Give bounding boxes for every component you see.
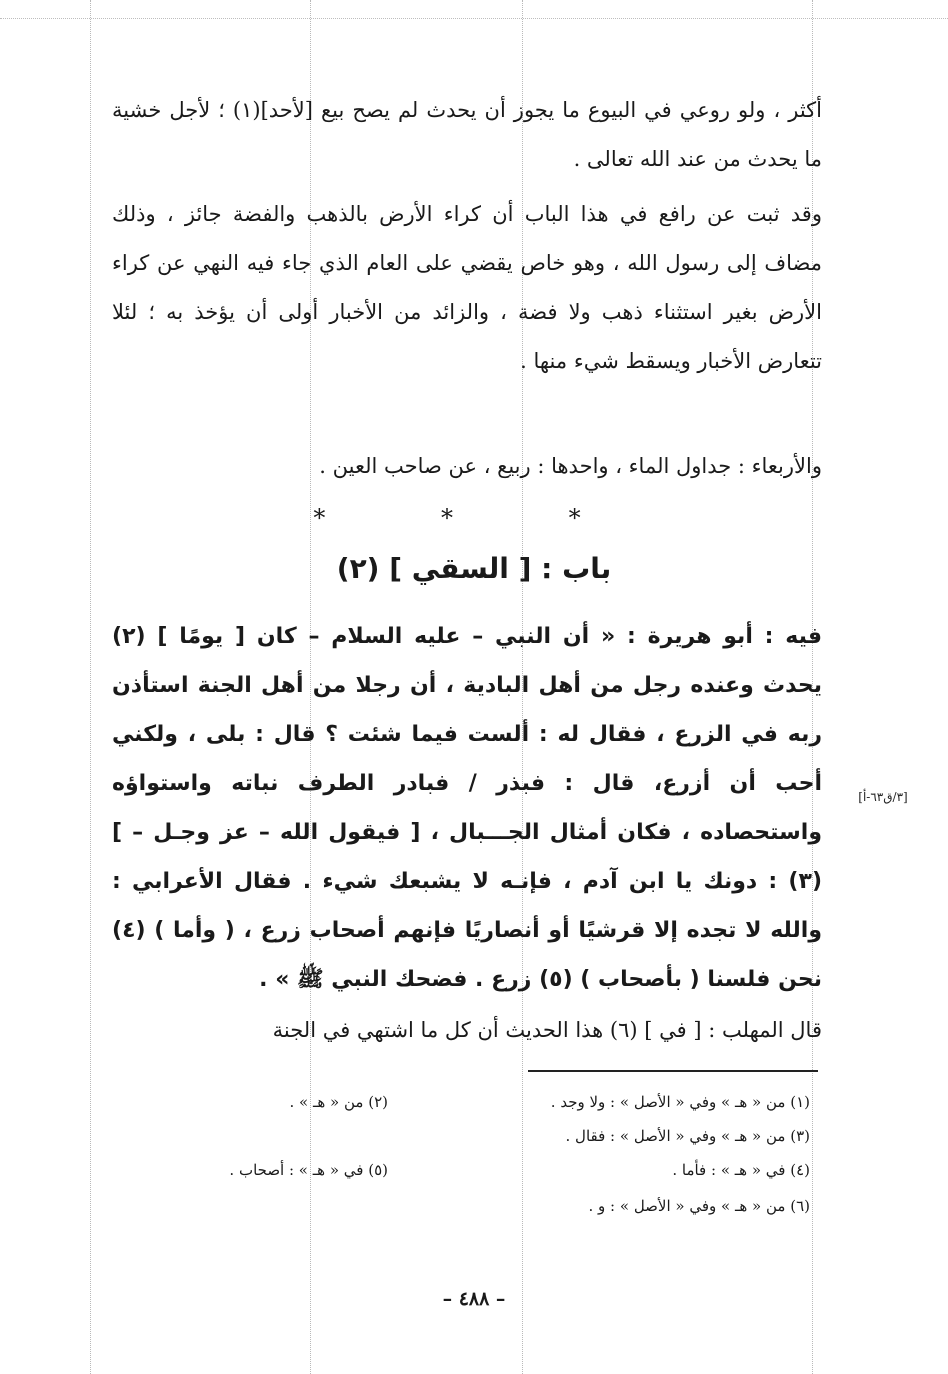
paragraph-3: والأربعاء : جداول الماء ، واحدها : ربيع ، عن صاحب العين . — [319, 454, 822, 478]
footnote-6: (٦) من « هـ » وفي « الأصل » : و . — [588, 1197, 810, 1215]
hadith-text: فيه : أبو هريرة : « أن النبي – عليه السلام – كان [ يومًا ] (٢) يحدث وعنده رجل من أهل البادية ، أن رجلا من أهل الجنة استأذن ربه في الزرع ، فقال له : ألست فيما شئت ؟ قال : بلى ، ولكني أحب أن أزرع، قال : فبذر / فبادر الطرف نباته واستواؤه واستحصاده ، فكان أمثال الجـــبال ، [ فيقول الله – عز وجـل – ] (٣) : دونك يا ابن آدم ، فإنـه لا يشبعك شيء . فقال الأعرابي : والله لا تجده إلا قرشيًا أو أنصاريًا فإنهم أصحاب زرع ، ( وأما ) (٤) نحن فلسنا ( بأصحاب ) (٥) زرع . فضحك النبي ﷺ » . — [112, 624, 822, 992]
scan-guide-line — [90, 0, 91, 1374]
footnote-1: (١) من « هـ » وفي « الأصل » : ولا وجد . — [550, 1093, 810, 1111]
paragraph-4: قال المهلب : [ في ] (٦) هذا الحديث أن كل ما اشتهي في الجنة — [272, 1018, 822, 1042]
footnote-4: (٤) في « هـ » : فأما . — [672, 1161, 810, 1179]
footnote-2: (٢) من « هـ » . — [289, 1093, 388, 1111]
footnote-5: (٥) في « هـ » : أصحاب . — [229, 1161, 388, 1179]
footnote-separator — [528, 1070, 818, 1072]
footnote-3: (٣) من « هـ » وفي « الأصل » : فقال . — [565, 1127, 810, 1145]
paragraph-2: وقد ثبت عن رافع في هذا الباب أن كراء الأرض بالذهب والفضة جائز ، وذلك مضاف إلى رسول الله ، وهو خاص يقضي على العام الذي جاء فيه النهي عن كراء الأرض بغير استثناء ذهب ولا فضة ، والزائد من الأخبار أولى أن يؤخذ به ؛ لئلا تتعارض الأخبار ويسقط شيء منها . — [112, 202, 822, 373]
manuscript-folio-note: [٣/ق٦٣-أ] — [858, 790, 908, 804]
section-divider-stars: * * * — [313, 504, 635, 532]
chapter-heading: باب : [ السقي ] (٢) — [336, 552, 612, 585]
paragraph-1: أكثر ، ولو روعي في البيوع ما يجوز أن يحدث لم يصح بيع [لأحد](١) ؛ لأجل خشية ما يحدث من عند الله تعالى . — [112, 98, 823, 171]
page-number: – ٤٨٨ – — [442, 1288, 506, 1310]
scan-guide-line — [0, 18, 948, 19]
